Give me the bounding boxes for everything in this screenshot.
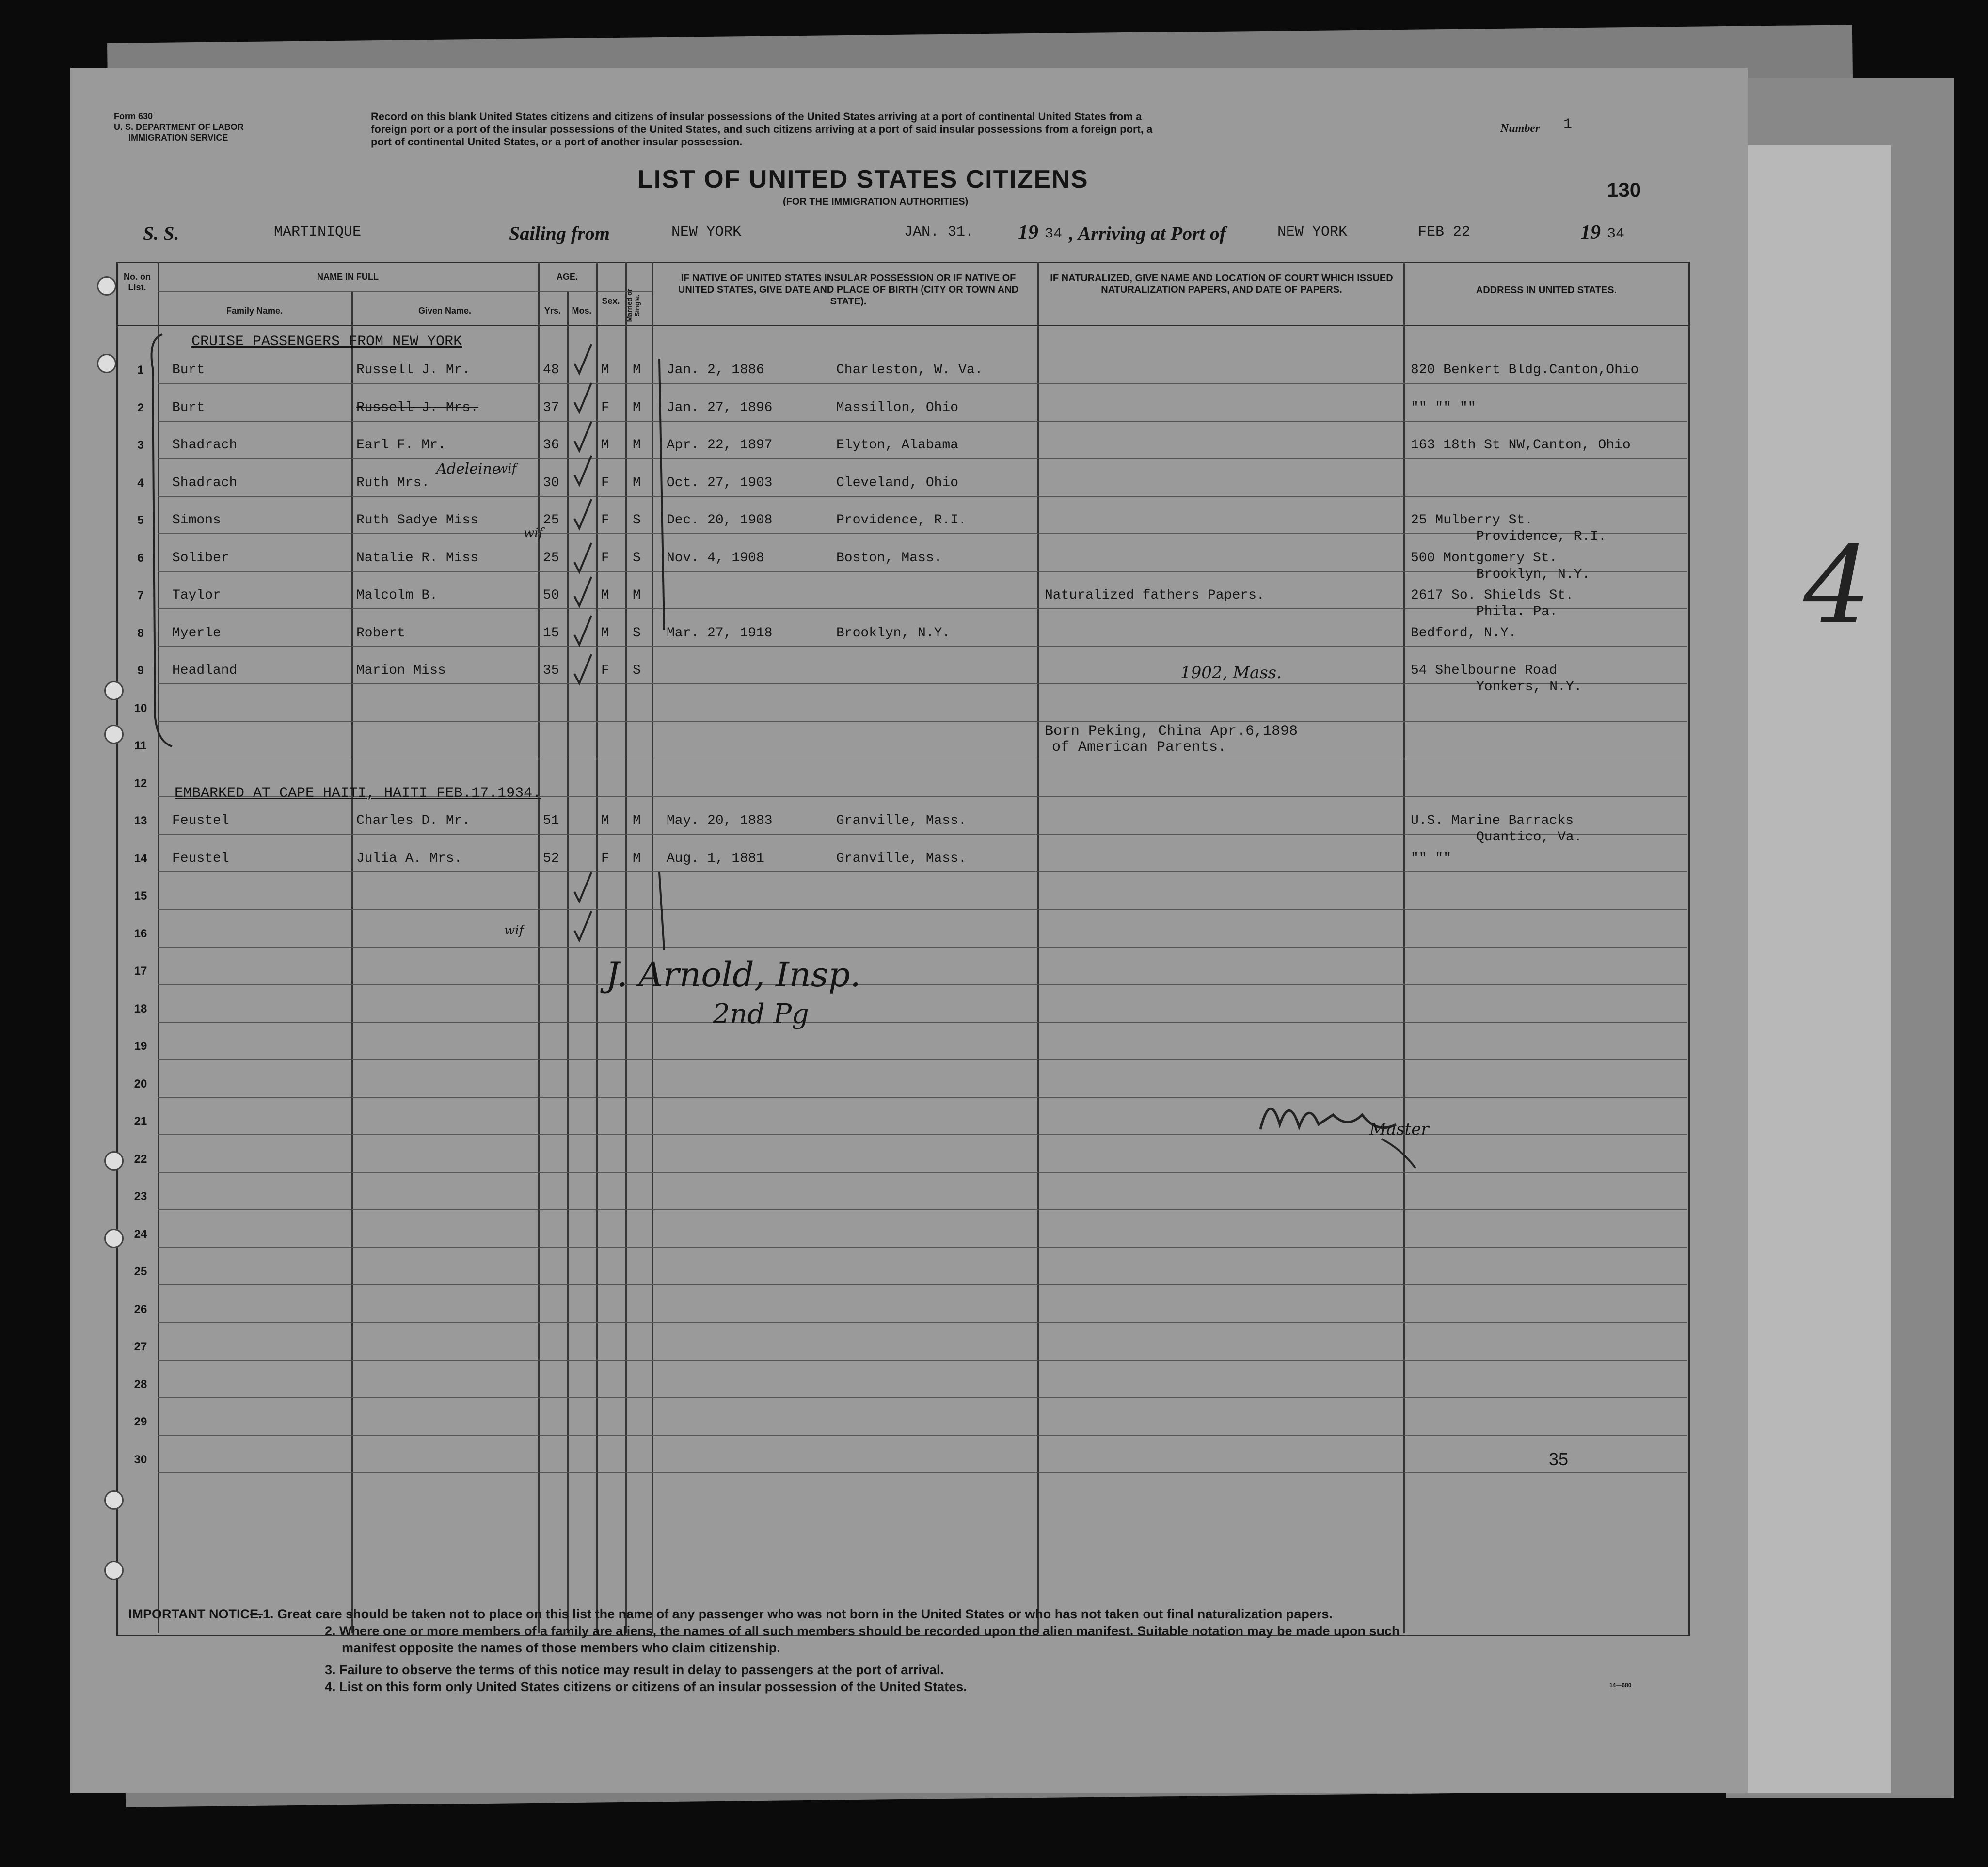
manifest-sheet: [70, 68, 1748, 1793]
given-name: Russell J. Mrs.: [356, 400, 479, 415]
address-line2: Providence, R.I.: [1476, 529, 1606, 544]
birth-place: Charleston, W. Va.: [836, 363, 983, 378]
arrival-port: NEW YORK: [1277, 224, 1348, 240]
row-number: 21: [134, 1115, 147, 1128]
marital-status: M: [633, 851, 641, 866]
row-rule: [158, 947, 1687, 948]
row-number: 24: [134, 1227, 147, 1241]
age-years: 37: [543, 400, 559, 415]
given-name: Robert: [356, 625, 405, 641]
binding-hole: [104, 1151, 124, 1171]
row-number: 16: [134, 927, 147, 940]
wife-mark-3: wif: [504, 923, 524, 938]
row-number: 14: [134, 852, 147, 865]
row-number: 23: [134, 1190, 147, 1203]
page-title: LIST OF UNITED STATES CITIZENS: [637, 165, 1089, 193]
born-peking-line1: Born Peking, China Apr.6,1898: [1045, 723, 1298, 740]
wife-mark-1: wif: [497, 461, 517, 476]
binding-hole: [104, 1561, 124, 1580]
sex: M: [601, 363, 609, 378]
address-line1: U.S. Marine Barracks: [1411, 813, 1574, 828]
family-name: Burt: [172, 363, 205, 378]
naturalized-hand-note: 1902, Mass.: [1180, 663, 1282, 682]
address-line1: 163 18th St NW,Canton, Ohio: [1411, 438, 1631, 453]
row-number: 20: [134, 1077, 147, 1091]
section-cruise: CRUISE PASSENGERS FROM NEW YORK: [191, 333, 462, 350]
row-rule: [158, 458, 1687, 459]
row-number: 22: [134, 1152, 147, 1166]
checkmarks: [567, 339, 684, 969]
birth-date: May. 20, 1883: [667, 813, 773, 828]
row-rule: [158, 533, 1687, 534]
row-rule: [158, 1397, 1687, 1398]
row-number: 9: [137, 664, 144, 677]
birth-place: Providence, R.I.: [836, 513, 967, 528]
address-line1: "" "" "": [1411, 400, 1476, 415]
birth-place: Granville, Mass.: [836, 851, 967, 866]
row-number: 17: [134, 965, 147, 978]
birth-place: Elyton, Alabama: [836, 438, 959, 453]
col-birth: IF NATIVE OF UNITED STATES INSULAR POSSESSION OR IF NATIVE OF UNITED STATES, GIVE DATE AND PLACE OF BIRTH (CITY OR TOWN AND STATE).: [678, 273, 1019, 307]
department: U. S. DEPARTMENT OF LABOR: [114, 122, 244, 132]
sex: F: [601, 513, 609, 528]
row-rule: [158, 1209, 1687, 1210]
print-code: 14—680: [1609, 1682, 1632, 1689]
family-name: Shadrach: [172, 438, 238, 453]
naturalization: Naturalized fathers Papers.: [1045, 588, 1265, 603]
marital-status: M: [633, 400, 641, 415]
inspector-signature: J. Arnold, Insp.: [606, 955, 861, 995]
col-sex: Sex.: [602, 296, 620, 306]
group-bracket: [143, 330, 182, 756]
row-rule: [158, 1247, 1687, 1248]
sex: F: [601, 475, 609, 490]
notice-1: —1. Great care should be taken not to place on this list the name of any passenger who was not born in the United States or who has not taken out final naturalization papers.: [250, 1607, 1333, 1621]
row-number: 3: [137, 439, 144, 452]
year-prefix-2: 19: [1580, 222, 1601, 244]
address-line1: 25 Mulberry St.: [1411, 513, 1533, 528]
birth-date: Oct. 27, 1903: [667, 475, 773, 490]
address-line1: 2617 So. Shields St.: [1411, 588, 1574, 603]
binding-hole: [104, 725, 124, 744]
arriving-label: , Arriving at Port of: [1069, 222, 1226, 244]
master-title: Master: [1369, 1120, 1429, 1139]
marital-status: S: [633, 625, 641, 641]
row-number: 15: [134, 889, 147, 902]
col-given: Given Name.: [418, 306, 472, 316]
marital-status: M: [633, 363, 641, 378]
row-rule: [158, 608, 1687, 609]
col-no: No. on List.: [124, 272, 151, 292]
row-rule: [158, 1435, 1687, 1436]
address-line1: 500 Montgomery St.: [1411, 550, 1558, 566]
family-name: Feustel: [172, 851, 229, 866]
col-address: ADDRESS IN UNITED STATES.: [1476, 285, 1617, 296]
birth-date: Aug. 1, 1881: [667, 851, 764, 866]
row-rule: [158, 909, 1687, 910]
family-name: Soliber: [172, 550, 229, 566]
birth-date: Jan. 2, 1886: [667, 363, 764, 378]
given-name: Ruth Sadye Miss: [356, 513, 479, 528]
row-rule: [158, 646, 1687, 647]
row-number: 28: [134, 1377, 147, 1391]
row-rule: [158, 571, 1687, 572]
age-years: 15: [543, 625, 559, 641]
side-sheet-mark: 4: [1803, 523, 1871, 648]
sex: M: [601, 625, 609, 641]
binding-hole: [97, 354, 116, 373]
sex: F: [601, 851, 609, 866]
marital-status: M: [633, 438, 641, 453]
row-rule: [158, 496, 1687, 497]
record-text-1: Record on this blank United States citizens and citizens of insular possessions of the United States arriving at a port of continental United States from a: [371, 111, 1142, 123]
col-naturalized: IF NATURALIZED, GIVE NAME AND LOCATION OF COURT WHICH ISSUED NATURALIZATION PAPERS, AND DATE OF PAPERS.: [1050, 273, 1393, 295]
ss-label: S. S.: [143, 222, 179, 244]
row-number: 11: [134, 739, 147, 752]
notice-3: 3. Failure to observe the terms of this notice may result in delay to passengers at the port of arrival.: [325, 1662, 944, 1677]
row-number: 29: [134, 1415, 147, 1428]
given-name-correction: Adeleine: [436, 460, 501, 477]
given-name: Earl F. Mr.: [356, 438, 446, 453]
row-number: 7: [137, 589, 144, 602]
binding-hole: [97, 276, 116, 296]
arrival-date: FEB 22: [1418, 224, 1471, 240]
row-rule: [158, 834, 1687, 835]
wife-mark-2: wif: [524, 526, 543, 540]
born-peking-line2: of American Parents.: [1052, 739, 1227, 756]
row-rule: [158, 1134, 1687, 1135]
row-rule: [158, 1097, 1687, 1098]
back-sheet-light: [1745, 145, 1891, 1793]
service: IMMIGRATION SERVICE: [128, 133, 228, 142]
age-years: 35: [543, 663, 559, 678]
sex: M: [601, 438, 609, 453]
row-rule: [158, 421, 1687, 422]
marital-status: M: [633, 813, 641, 828]
family-name: Burt: [172, 400, 205, 415]
col-line-birth: [1037, 262, 1039, 1633]
marital-status: S: [633, 550, 641, 566]
row-number: 12: [134, 776, 147, 790]
birth-place: Massillon, Ohio: [836, 400, 959, 415]
row-rule: [158, 383, 1687, 384]
col-line-family: [351, 291, 353, 1633]
given-name: Julia A. Mrs.: [356, 851, 462, 866]
sex: F: [601, 663, 609, 678]
age-years: 25: [543, 550, 559, 566]
col-family: Family Name.: [226, 306, 283, 316]
notice-2a: 2. Where one or more members of a family are aliens, the names of all such members should be recorded upon the alien manifest. Suitable notation may be made upon such: [325, 1624, 1400, 1638]
given-name: Ruth Mrs.: [356, 475, 430, 490]
age-years: 50: [543, 588, 559, 603]
binding-hole: [104, 1229, 124, 1248]
marital-status: M: [633, 588, 641, 603]
row-rule: [158, 1022, 1687, 1023]
address-line2: Phila. Pa.: [1476, 604, 1558, 619]
marital-status: S: [633, 663, 641, 678]
notice-label: IMPORTANT NOTICE.: [128, 1607, 262, 1621]
address-line1: 54 Shelbourne Road: [1411, 663, 1558, 678]
family-name: Myerle: [172, 625, 221, 641]
row-rule: [158, 1360, 1687, 1361]
family-name: Shadrach: [172, 475, 238, 490]
sex: M: [601, 813, 609, 828]
row-number: 25: [134, 1265, 147, 1278]
from-port: NEW YORK: [671, 224, 742, 240]
sail-date: JAN. 31.: [904, 224, 974, 240]
sail-year: 34: [1045, 226, 1063, 242]
ship-name: MARTINIQUE: [274, 224, 362, 240]
col-mos: Mos.: [572, 306, 592, 316]
name-age-rule: [158, 291, 652, 292]
age-years: 30: [543, 475, 559, 490]
birth-place: Granville, Mass.: [836, 813, 967, 828]
row-number: 8: [137, 626, 144, 640]
col-age: AGE.: [556, 272, 578, 282]
col-line-nat: [1403, 262, 1405, 1633]
age-years: 48: [543, 363, 559, 378]
address-line2: Quantico, Va.: [1476, 830, 1582, 845]
family-name: Headland: [172, 663, 238, 678]
row-rule: [158, 683, 1687, 684]
col-line-given: [538, 262, 540, 1633]
age-years: 36: [543, 438, 559, 453]
page-subtitle: (FOR THE IMMIGRATION AUTHORITIES): [783, 196, 969, 207]
row-number: 2: [137, 401, 144, 414]
age-years: 25: [543, 513, 559, 528]
birth-date: Mar. 27, 1918: [667, 625, 773, 641]
age-years: 51: [543, 813, 559, 828]
sex: F: [601, 550, 609, 566]
age-years: 52: [543, 851, 559, 866]
row-number: 27: [134, 1340, 147, 1353]
row-rule: [158, 1322, 1687, 1323]
col-married: Married or Single.: [625, 288, 641, 322]
record-text-2: foreign port or a port of the insular possessions of the United States, and such citizens arriving at a port of said insular possessions from a foreign port, a: [371, 123, 1153, 135]
row-number: 1: [137, 364, 144, 377]
address-line1: 820 Benkert Bldg.Canton,Ohio: [1411, 363, 1639, 378]
binding-hole: [104, 681, 124, 700]
inspector-signature-2: 2nd Pg: [713, 998, 809, 1030]
sex: M: [601, 588, 609, 603]
given-name: Marion Miss: [356, 663, 446, 678]
record-text-3: port of continental United States, or a port of another insular possession.: [371, 136, 743, 148]
row-number: 6: [137, 551, 144, 565]
row-number: 4: [137, 476, 144, 490]
col-name-in-full: NAME IN FULL: [317, 272, 379, 282]
col-yrs: Yrs.: [544, 306, 561, 316]
marital-status: M: [633, 475, 641, 490]
sex: F: [601, 400, 609, 415]
row-number: 26: [134, 1302, 147, 1316]
birth-date: Apr. 22, 1897: [667, 438, 773, 453]
birth-place: Cleveland, Ohio: [836, 475, 959, 490]
birth-date: Nov. 4, 1908: [667, 550, 764, 566]
row-number: 13: [134, 814, 147, 827]
form-number: Form 630: [114, 111, 153, 121]
family-name: Feustel: [172, 813, 229, 828]
row-number: 19: [134, 1040, 147, 1053]
corner-number: 35: [1549, 1449, 1569, 1469]
birth-date: Dec. 20, 1908: [667, 513, 773, 528]
sailing-label: Sailing from: [509, 222, 610, 244]
row-number: 5: [137, 514, 144, 527]
arrival-year: 34: [1607, 226, 1625, 242]
row-rule: [158, 1472, 1687, 1473]
row-number: 10: [134, 701, 147, 715]
given-name: Natalie R. Miss: [356, 550, 479, 566]
binding-hole: [104, 1490, 124, 1510]
birth-place: Boston, Mass.: [836, 550, 942, 566]
row-rule: [158, 984, 1687, 985]
birth-place: Brooklyn, N.Y.: [836, 625, 951, 641]
number-value: 1: [1563, 116, 1573, 133]
family-name: Taylor: [172, 588, 221, 603]
address-line1: Bedford, N.Y.: [1411, 625, 1517, 641]
given-name: Charles D. Mr.: [356, 813, 471, 828]
section-embarked: EMBARKED AT CAPE HAITI, HAITI FEB.17.1934.: [175, 785, 541, 802]
row-number: 30: [134, 1453, 147, 1466]
year-prefix-1: 19: [1018, 222, 1038, 244]
notice-2b: manifest opposite the names of those members who claim citizenship.: [342, 1641, 780, 1655]
row-rule: [158, 1284, 1687, 1285]
number-label: Number: [1500, 122, 1540, 135]
row-rule: [158, 1172, 1687, 1173]
birth-date: Jan. 27, 1896: [667, 400, 773, 415]
row-rule: [158, 871, 1687, 872]
row-number: 18: [134, 1002, 147, 1015]
notice-4: 4. List on this form only United States citizens or citizens of an insular possession of the United States.: [325, 1679, 967, 1694]
family-name: Simons: [172, 513, 221, 528]
row-rule: [158, 721, 1687, 722]
address-line2: Yonkers, N.Y.: [1476, 680, 1582, 695]
address-line2: Brooklyn, N.Y.: [1476, 567, 1590, 582]
given-name: Russell J. Mr.: [356, 363, 471, 378]
address-line1: "" "": [1411, 851, 1452, 866]
row-rule: [158, 1059, 1687, 1060]
marital-status: S: [633, 513, 641, 528]
page-number: 130: [1607, 178, 1641, 201]
given-name: Malcolm B.: [356, 588, 438, 603]
